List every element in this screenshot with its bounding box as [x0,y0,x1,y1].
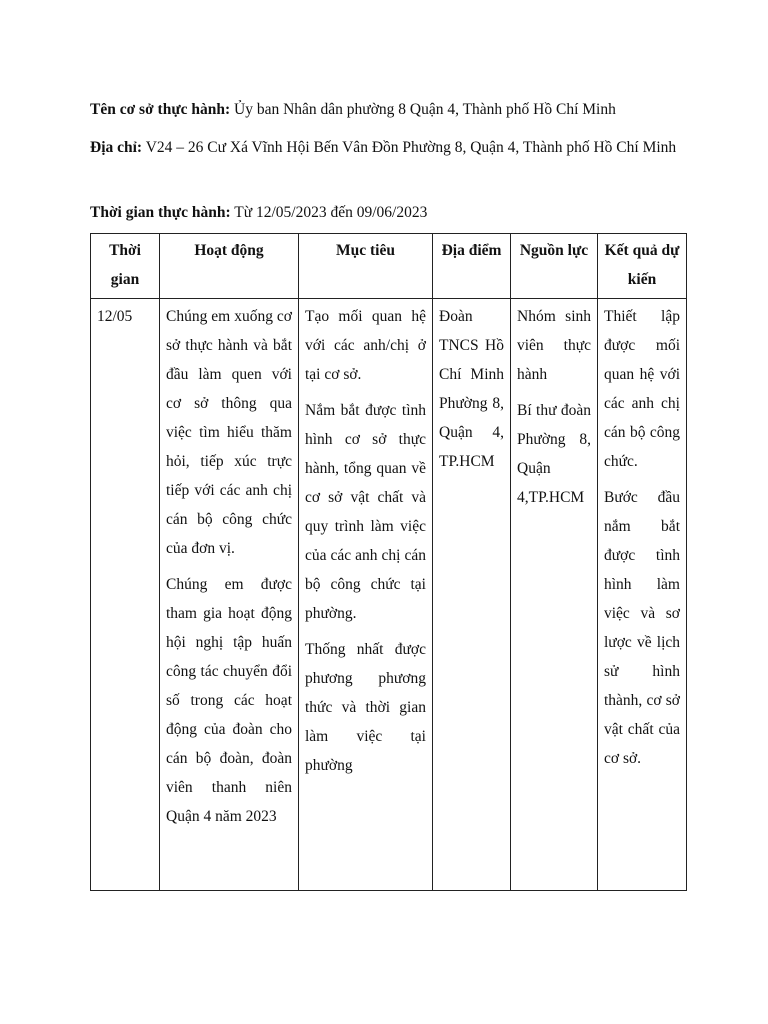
cell-time [91,299,160,891]
header-activity: Hoạt động [160,234,299,299]
header-expected: Kết quả dự kiến [598,234,687,299]
table-header-row [91,234,687,299]
cell-location [433,299,511,891]
facility-label: Tên cơ sở thực hành: [90,101,231,118]
address-value: V24 – 26 Cư Xá Vĩnh Hội Bến Vân Đồn Phường 8, Quận 4, Thành phố Hồ Chí Minh [145,139,677,156]
resources-paragraph: Bí thư đoàn Phường 8, Quận 4,TP.HCM [517,402,591,506]
location-text: Đoàn TNCS Hồ Chí Minh Phường 8, Quận 4, TP.HCM [439,308,504,470]
table-row [91,299,687,891]
goal-paragraph: Tạo mối quan hệ với các anh/chị ở tại cơ sở. [305,308,426,383]
expected-paragraph: Bước đầu nắm bắt được tình hình làm việc và sơ lược về lịch sử hình thành, cơ sở vật chất của cơ sở. [604,489,680,767]
facility-value: Ủy ban Nhân dân phường 8 Quận 4, Thành phố Hồ Chí Minh [234,101,616,118]
goal-paragraph: Thống nhất được phương phương thức và thời gian làm việc tại phường [305,641,426,774]
resources-paragraph: Nhóm sinh viên thực hành [517,308,591,383]
cell-resources [511,299,598,891]
goal-paragraph: Nắm bắt được tình hình cơ sở thực hành, tổng quan về cơ sở vật chất và quy trình làm việc của các anh chị cán bộ công chức tại phường. [305,402,426,622]
practice-plan-table [90,233,687,891]
cell-expected [598,299,687,891]
cell-activity [160,299,299,891]
time-line [90,199,680,227]
activity-paragraph: Chúng em xuống cơ sở thực hành và bắt đầu làm quen với cơ sở thông qua việc tìm hiểu thăm hỏi, tiếp xúc trực tiếp với các anh chị cán bộ công chức của đơn vị. [166,308,292,557]
facility-line [90,96,680,124]
address-label: Địa chỉ: [90,139,143,156]
activity-paragraph: Chúng em được tham gia hoạt động hội nghị tập huấn công tác chuyển đổi số trong các hoạt động của đoàn cho cán bộ đoàn, đoàn viên thanh niên Quận 4 năm 2023 [166,576,292,825]
address-line [90,134,680,162]
time-value: Từ 12/05/2023 đến 09/06/2023 [234,204,428,221]
header-time: Thời gian [91,234,160,299]
header-resources: Nguồn lực [511,234,598,299]
expected-paragraph: Thiết lập được mối quan hệ với các anh chị cán bộ công chức. [604,308,680,470]
time-label: Thời gian thực hành: [90,204,231,221]
time-text: 12/05 [97,308,133,325]
cell-goal [299,299,433,891]
header-goal: Mục tiêu [299,234,433,299]
header-location: Địa điểm [433,234,511,299]
